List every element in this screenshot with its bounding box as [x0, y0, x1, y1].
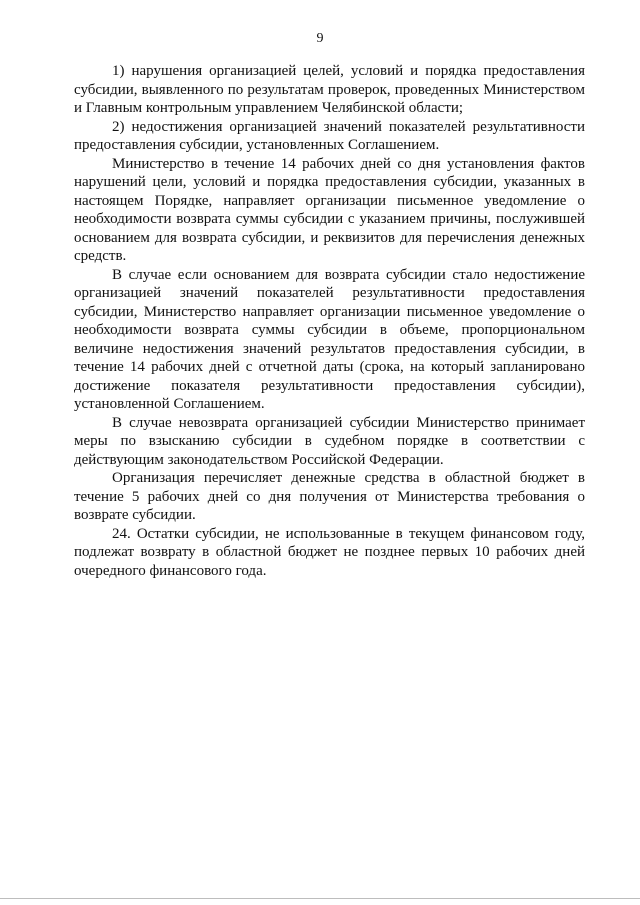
- paragraph-proportional-return: В случае если основанием для возврата субсидии стало недостижение организацией значений показателей результативности предоставления субсидии, Министерство направляет организации письменное уведомление о необходимости возврата суммы субсидии в объеме, пропорциональном величине недостижения значений результатов предоставления субсидии, в течение 14 рабочих дней с отчетной даты (срока, на который запланировано достижение показателя результативности предоставления субсидии), установленной Соглашением.: [74, 266, 585, 412]
- paragraph-underachievement-clause: 2) недостижения организацией значений показателей результативности предоставления субсидии, установленных Соглашением.: [74, 118, 585, 153]
- page-number: 9: [316, 31, 324, 46]
- paragraph-violation-clause: 1) нарушения организацией целей, условий и порядка предоставления субсидии, выявленного по результатам проверок, проведенных Министерством и Главным контрольным управлением Челябинской области;: [74, 63, 585, 116]
- paragraph-transfer-deadline: Организация перечисляет денежные средства в областной бюджет в течение 5 рабочих дней со дня получения от Министерства требования о возврате субсидии.: [74, 470, 585, 523]
- paragraph-ministry-notice: Министерство в течение 14 рабочих дней со дня установления фактов нарушений цели, условий и порядка предоставления субсидии, указанных в настоящем Порядке, направляет организации письменное уведомление о необходимости возврата суммы субсидии с указанием причины, послужившей основанием для возврата субсидии, и реквизитов для перечисления денежных средств.: [74, 155, 585, 264]
- paragraph-court-recovery: В случае невозврата организацией субсидии Министерство принимает меры по взысканию субсидии в судебном порядке в соответствии с действующим законодательством Российской Федерации.: [74, 414, 585, 468]
- footer-rule: [0, 898, 640, 899]
- document-body: [74, 62, 585, 580]
- paragraph-item-24-remainders: 24. Остатки субсидии, не использованные в текущем финансовом году, подлежат возврату в областной бюджет не позднее первых 10 рабочих дней очередного финансового года.: [74, 525, 585, 579]
